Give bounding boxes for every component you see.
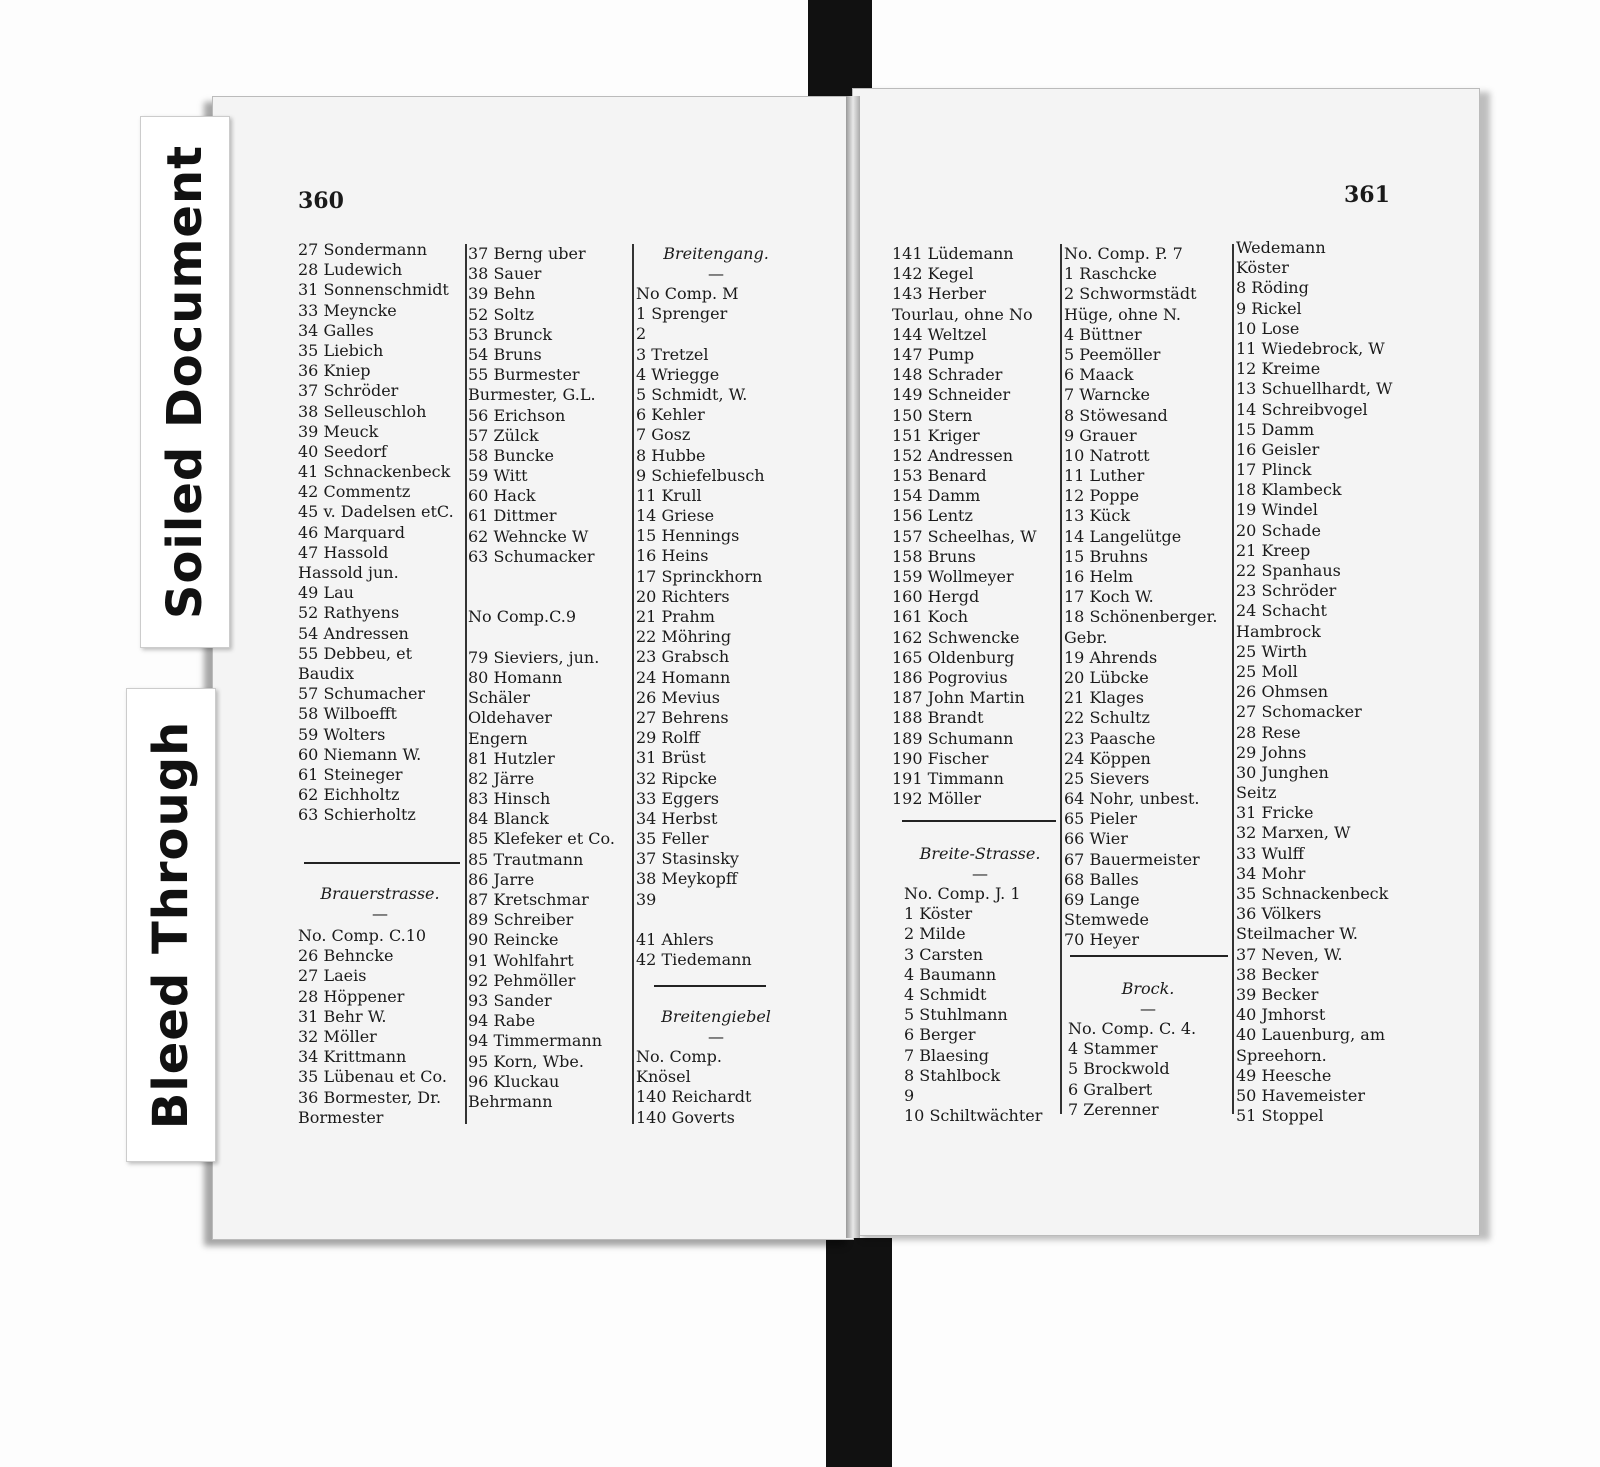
bleed-through-text: Bleed Through	[143, 720, 200, 1130]
entry-line: 16 Geisler	[1236, 439, 1320, 459]
entry-line: 24 Schacht	[1236, 601, 1327, 621]
entry-line: 2	[636, 324, 647, 344]
entry-line: 55 Debbeu, et	[298, 643, 413, 663]
entry-line: 40 Seedorf	[298, 441, 387, 461]
entry-line: 154 Damm	[892, 486, 981, 506]
left-col-3-breitengiebel	[636, 1047, 751, 1128]
entry-line: 140 Goverts	[636, 1107, 735, 1127]
entry-line: 49 Heesche	[1236, 1065, 1332, 1085]
entry-line: 61 Dittmer	[468, 506, 557, 526]
entry-line: 148 Schrader	[892, 365, 1003, 385]
entry-line: 31 Fricke	[1236, 803, 1314, 823]
entry-line: 159 Wollmeyer	[892, 567, 1014, 586]
entry-line: 142 Kegel	[892, 264, 974, 284]
entry-line: 56 Erichson	[468, 405, 566, 425]
entry-line: 8 Stöwesand	[1064, 405, 1168, 425]
column-rule	[1232, 244, 1234, 1114]
entry-line: 22 Spanhaus	[1236, 561, 1341, 580]
entry-line: 151 Kriger	[892, 425, 980, 445]
entry-line: Seitz	[1236, 783, 1277, 803]
right-col-2-brock	[1068, 1019, 1196, 1120]
entry-line: 51 Stoppel	[1236, 1106, 1324, 1126]
entry-line: 59 Wolters	[298, 724, 386, 744]
entry-line	[468, 628, 615, 648]
entry-line: 3 Carsten	[904, 944, 984, 964]
entry-line: 23 Grabsch	[636, 647, 730, 667]
entry-line: No. Comp.	[636, 1047, 722, 1066]
breitengang-heading: Breitengang.	[663, 244, 769, 263]
entry-line: 15 Bruhns	[1064, 546, 1148, 566]
entry-line: 29 Johns	[1236, 742, 1307, 762]
left-col-2	[468, 244, 615, 1112]
entry-line: 42 Tiedemann	[636, 950, 752, 970]
entry-line: 160 Hergd	[892, 587, 980, 607]
entry-line: 9	[904, 1085, 915, 1105]
left-col-1-brauerstrasse	[298, 926, 447, 1128]
entry-line: 90 Reincke	[468, 930, 559, 950]
entry-line: 147 Pump	[892, 344, 975, 364]
entry-line: 91 Wohlfahrt	[468, 950, 574, 970]
entry-line: 2 Schwormstädt	[1064, 284, 1197, 304]
entry-line: 86 Jarre	[468, 869, 535, 889]
entry-line	[468, 567, 615, 587]
entry-line: 144 Weltzel	[892, 324, 987, 344]
entry-line: 26 Behncke	[298, 946, 394, 966]
entry-line: 4 Büttner	[1064, 324, 1142, 344]
black-binding-strip-bottom	[826, 1238, 892, 1467]
entry-line: No Comp.C.9	[468, 607, 577, 627]
entry-line: 3 Tretzel	[636, 344, 709, 364]
entry-line: 28 Ludewich	[298, 260, 403, 280]
column-rule	[632, 244, 634, 1124]
entry-line: 34 Krittmann	[298, 1047, 407, 1067]
entry-line: 36 Bormester, Dr.	[298, 1087, 442, 1107]
entry-line: 35 Schnackenbeck	[1236, 884, 1389, 903]
entry-line: 39 Meuck	[298, 421, 379, 441]
entry-line: 38 Meykopff	[636, 869, 738, 889]
heading-dash: —	[972, 864, 988, 883]
column-rule	[1060, 244, 1062, 1114]
entry-line: 1 Raschcke	[1064, 264, 1157, 284]
entry-line: 25 Moll	[1236, 661, 1298, 681]
entry-line: 6 Berger	[904, 1025, 976, 1045]
entry-line: 7 Warncke	[1064, 385, 1150, 405]
entry-line: 165 Oldenburg	[892, 647, 1015, 667]
entry-line: 17 Sprinckhorn	[636, 566, 763, 586]
entry-line: 32 Möller	[298, 1026, 377, 1046]
entry-line: 54 Andressen	[298, 623, 409, 643]
entry-line: 24 Homann	[636, 667, 731, 687]
entry-line: 63 Schumacker	[468, 546, 595, 566]
entry-line: 23 Paasche	[1064, 728, 1156, 748]
entry-line: 52 Rathyens	[298, 603, 400, 623]
entry-line: 66 Wier	[1064, 829, 1128, 849]
entry-line: 50 Havemeister	[1236, 1085, 1365, 1105]
entry-line: 10 Natrott	[1064, 445, 1150, 465]
entry-line: 4 Wriegge	[636, 364, 720, 384]
entry-line: 59 Witt	[468, 466, 528, 486]
entry-line: 22 Schultz	[1064, 708, 1150, 728]
entry-line: 149 Schneider	[892, 385, 1011, 405]
entry-line: Tourlau, ohne No	[892, 304, 1033, 324]
entry-line: 152 Andressen	[892, 445, 1014, 465]
entry-line: 52 Soltz	[468, 304, 535, 324]
entry-line: 20 Richters	[636, 586, 730, 606]
entry-line: Gebr.	[1064, 627, 1108, 647]
entry-line: 1 Sprenger	[636, 304, 728, 324]
entry-line: 81 Hutzler	[468, 748, 555, 768]
entry-line: 189 Schumann	[892, 728, 1014, 748]
brauerstrasse-heading: Brauerstrasse.	[320, 884, 440, 903]
entry-line: 156 Lentz	[892, 506, 973, 526]
entry-line: 39	[636, 889, 657, 909]
entry-line: 187 John Martin	[892, 688, 1025, 708]
entry-line: 28 Höppener	[298, 986, 405, 1006]
entry-line: 45 v. Dadelsen etC.	[298, 502, 454, 522]
entry-line: 89 Schreiber	[468, 910, 574, 930]
entry-line: No. Comp. J. 1	[904, 884, 1021, 903]
entry-line: 11 Wiedebrock, W	[1236, 338, 1385, 358]
entry-line	[468, 587, 615, 607]
entry-line: 6 Maack	[1064, 365, 1134, 385]
entry-line: 7 Blaesing	[904, 1045, 990, 1065]
entry-line: 39 Becker	[1236, 984, 1319, 1004]
entry-line: 61 Steineger	[298, 764, 403, 784]
entry-line: Schäler	[468, 688, 530, 708]
entry-line: 2 Milde	[904, 924, 966, 944]
entry-line: 17 Plinck	[1236, 460, 1312, 480]
right-col-2	[1064, 244, 1217, 951]
left-page-number: 360	[298, 188, 344, 214]
entry-line: 33 Meyncke	[298, 300, 397, 320]
entry-line: 19 Windel	[1236, 500, 1318, 520]
entry-line: 186 Pogrovius	[892, 667, 1008, 687]
entry-line: 8 Röding	[1236, 278, 1309, 298]
entry-line: 93 Sander	[468, 990, 552, 1010]
entry-line: 13 Schuellhardt, W	[1236, 379, 1393, 399]
entry-line: 58 Buncke	[468, 445, 554, 465]
entry-line: 31 Sonnenschmidt	[298, 280, 449, 300]
entry-line: 157 Scheelhas, W	[892, 526, 1037, 546]
entry-line: 28 Rese	[1236, 722, 1301, 742]
entry-line: 33 Wulff	[1236, 843, 1305, 863]
entry-line: 32 Ripcke	[636, 768, 717, 788]
entry-line	[636, 910, 765, 930]
entry-line: 53 Brunck	[468, 324, 553, 344]
entry-line: 36 Kniep	[298, 361, 371, 381]
entry-line: 21 Kreep	[1236, 540, 1311, 560]
entry-line: Knösel	[636, 1067, 691, 1087]
entry-line: 19 Ahrends	[1064, 647, 1158, 667]
right-col-3	[1236, 238, 1392, 1126]
entry-line: 41 Ahlers	[636, 930, 714, 949]
entry-line: 94 Timmermann	[468, 1031, 603, 1051]
entry-line: 27 Laeis	[298, 966, 367, 986]
entry-line: 8 Hubbe	[636, 445, 706, 465]
entry-line: 153 Benard	[892, 466, 987, 486]
entry-line: 37 Schröder	[298, 381, 399, 401]
entry-line: 39 Behn	[468, 284, 536, 304]
heading-dash: —	[708, 1027, 724, 1046]
entry-line: Baudix	[298, 663, 354, 683]
entry-line: No. Comp. P. 7	[1064, 244, 1183, 263]
soiled-document-label	[140, 116, 230, 648]
soiled-document-text: Soiled Document	[157, 144, 213, 620]
right-col-1	[892, 244, 1037, 809]
entry-line: 6 Gralbert	[1068, 1079, 1153, 1099]
entry-line: 27 Behrens	[636, 707, 729, 727]
entry-line: 62 Wehncke W	[468, 526, 589, 546]
divider-rule	[1070, 955, 1228, 957]
entry-line: 8 Stahlbock	[904, 1065, 1001, 1085]
entry-line: 94 Rabe	[468, 1011, 536, 1031]
entry-line: 79 Sieviers, jun.	[468, 647, 600, 667]
entry-line: 1 Köster	[904, 904, 973, 924]
entry-line: 30 Junghen	[1236, 762, 1329, 782]
heading-dash: —	[708, 264, 724, 283]
entry-line: 37 Stasinsky	[636, 849, 739, 869]
entry-line: 11 Luther	[1064, 466, 1145, 486]
entry-line: 47 Hassold	[298, 542, 389, 562]
entry-line: 34 Herbst	[636, 808, 718, 828]
entry-line: 82 Järre	[468, 768, 535, 788]
entry-line: 64 Nohr, unbest.	[1064, 789, 1200, 809]
entry-line: 20 Schade	[1236, 520, 1321, 540]
entry-line: 38 Sauer	[468, 264, 542, 284]
column-rule	[465, 244, 467, 1124]
entry-line: 63 Schierholtz	[298, 805, 416, 825]
entry-line: 33 Eggers	[636, 788, 719, 808]
entry-line: 35 Liebich	[298, 340, 384, 360]
entry-line: 38 Selleuschloh	[298, 401, 427, 421]
entry-line: 25 Wirth	[1236, 641, 1308, 661]
entry-line: 6 Kehler	[636, 405, 705, 425]
entry-line: 69 Lange	[1064, 890, 1140, 909]
entry-line: 4 Stammer	[1068, 1039, 1158, 1059]
entry-line: 21 Prahm	[636, 607, 715, 626]
entry-line: 9 Rickel	[1236, 298, 1302, 318]
entry-line: 16 Heins	[636, 546, 709, 566]
entry-line: 15 Damm	[1236, 419, 1315, 439]
entry-line: 14 Schreibvogel	[1236, 399, 1368, 419]
entry-line: 5 Stuhlmann	[904, 1005, 1008, 1025]
entry-line: 5 Brockwold	[1068, 1059, 1170, 1079]
entry-line: 34 Mohr	[1236, 863, 1306, 883]
entry-line: 57 Schumacher	[298, 684, 426, 704]
entry-line: 38 Becker	[1236, 964, 1319, 984]
left-col-3	[636, 284, 765, 970]
entry-line: 23 Schröder	[1236, 581, 1337, 601]
entry-line: 85 Trautmann	[468, 849, 584, 869]
heading-dash: —	[1140, 999, 1156, 1018]
entry-line: 70 Heyer	[1064, 930, 1140, 950]
entry-line: 84 Blanck	[468, 809, 549, 829]
brock-heading: Brock.	[1121, 979, 1175, 998]
entry-line: Wedemann	[1236, 238, 1326, 257]
entry-line: Engern	[468, 728, 528, 748]
entry-line: 17 Koch W.	[1064, 587, 1154, 607]
entry-line: 143 Herber	[892, 284, 987, 304]
entry-line: Hambrock	[1236, 621, 1321, 641]
entry-line: No Comp. M	[636, 284, 739, 303]
entry-line: 191 Timmann	[892, 768, 1004, 788]
entry-line: 46 Marquard	[298, 522, 405, 542]
entry-line: 22 Möhring	[636, 627, 732, 647]
entry-line: 36 Völkers	[1236, 904, 1322, 924]
entry-line: 25 Sievers	[1064, 768, 1150, 788]
entry-line: 41 Schnackenbeck	[298, 462, 451, 482]
entry-line: 9 Grauer	[1064, 425, 1137, 445]
entry-line: 20 Lübcke	[1064, 667, 1149, 687]
entry-line: 162 Schwencke	[892, 627, 1020, 647]
entry-line: Spreehorn.	[1236, 1045, 1327, 1065]
entry-line: 85 Klefeker et Co.	[468, 829, 615, 849]
entry-line: 40 Lauenburg, am	[1236, 1025, 1386, 1045]
entry-line: 24 Köppen	[1064, 748, 1151, 768]
entry-line: 42 Commentz	[298, 482, 411, 502]
entry-line: 60 Hack	[468, 486, 536, 506]
entry-line: 37 Berng uber	[468, 244, 586, 263]
entry-line: 67 Bauermeister	[1064, 849, 1200, 869]
entry-line: 18 Klambeck	[1236, 480, 1342, 500]
entry-line: Oldehaver	[468, 708, 552, 728]
entry-line: 7 Gosz	[636, 425, 691, 445]
entry-line: 4 Schmidt	[904, 984, 987, 1004]
entry-line: 13 Kück	[1064, 506, 1131, 526]
right-page-number: 361	[1344, 182, 1390, 208]
entry-line: 80 Homann	[468, 667, 563, 687]
entry-line: 4 Baumann	[904, 964, 997, 984]
entry-line: 65 Pieler	[1064, 809, 1138, 829]
entry-line: 27 Sondermann	[298, 240, 428, 259]
entry-line: 12 Kreime	[1236, 359, 1321, 379]
entry-line: 5 Peemöller	[1064, 344, 1161, 364]
entry-line: 141 Lüdemann	[892, 244, 1014, 263]
entry-line: 11 Krull	[636, 485, 702, 505]
book-gutter	[846, 96, 860, 1238]
entry-line: 21 Klages	[1064, 688, 1144, 708]
entry-line: No. Comp. C.10	[298, 926, 427, 945]
entry-line: 62 Eichholtz	[298, 785, 400, 805]
entry-line: 95 Korn, Wbe.	[468, 1051, 584, 1071]
entry-line: 49 Lau	[298, 583, 354, 603]
entry-line: 10 Schiltwächter	[904, 1106, 1043, 1126]
entry-line: 26 Mevius	[636, 687, 720, 707]
entry-line: 161 Koch	[892, 607, 969, 627]
entry-line: Behrmann	[468, 1091, 553, 1111]
entry-line: 14 Langelütge	[1064, 526, 1182, 546]
entry-line: 55 Burmester	[468, 365, 580, 385]
entry-line: 34 Galles	[298, 320, 374, 340]
entry-line: 57 Zülck	[468, 425, 539, 445]
entry-line: 12 Poppe	[1064, 486, 1140, 506]
entry-line: 87 Kretschmar	[468, 890, 589, 909]
entry-line: 31 Behr W.	[298, 1006, 387, 1026]
entry-line: 35 Lübenau et Co.	[298, 1067, 447, 1087]
entry-line: 58 Wilboefft	[298, 704, 397, 724]
entry-line: Bormester	[298, 1107, 384, 1127]
entry-line: 35 Feller	[636, 829, 709, 849]
entry-line: No. Comp. C. 4.	[1068, 1019, 1197, 1038]
divider-rule	[902, 820, 1056, 822]
entry-line: 140 Reichardt	[636, 1087, 752, 1107]
entry-line: 32 Marxen, W	[1236, 823, 1351, 843]
entry-line: 16 Helm	[1064, 567, 1134, 586]
entry-line: 15 Hennings	[636, 526, 740, 546]
entry-line: 54 Bruns	[468, 344, 542, 364]
entry-line: 14 Griese	[636, 506, 715, 526]
entry-line: Hüge, ohne N.	[1064, 304, 1181, 324]
divider-rule	[654, 985, 766, 987]
entry-line: 29 Rolff	[636, 728, 700, 748]
entry-line: 68 Balles	[1064, 869, 1139, 889]
entry-line: 92 Pehmöller	[468, 970, 576, 990]
entry-line: Stemwede	[1064, 910, 1149, 930]
entry-line: 158 Bruns	[892, 546, 976, 566]
entry-line: 5 Schmidt, W.	[636, 384, 748, 404]
entry-line: Burmester, G.L.	[468, 385, 596, 405]
entry-line: 7 Zerenner	[1068, 1099, 1159, 1119]
entry-line: 37 Neven, W.	[1236, 944, 1343, 964]
entry-line: Steilmacher W.	[1236, 924, 1359, 944]
right-col-1-breite-strasse	[904, 884, 1042, 1126]
entry-line: 26 Ohmsen	[1236, 682, 1329, 702]
entry-line: Köster	[1236, 258, 1289, 278]
entry-line: 27 Schomacker	[1236, 702, 1362, 722]
heading-dash: —	[372, 904, 388, 923]
entry-line: 192 Möller	[892, 789, 981, 809]
entry-line: 96 Kluckau	[468, 1071, 560, 1091]
entry-line: 83 Hinsch	[468, 789, 551, 809]
entry-line: 40 Jmhorst	[1236, 1005, 1326, 1025]
left-col-1	[298, 240, 454, 825]
entry-line: 9 Schiefelbusch	[636, 465, 765, 485]
breitengiebel-heading: Breitengiebel	[661, 1007, 771, 1026]
entry-line: 10 Lose	[1236, 318, 1300, 338]
entry-line: 31 Brüst	[636, 748, 706, 768]
breite-strasse-heading: Breite-Strasse.	[919, 844, 1041, 863]
entry-line: 18 Schönenberger.	[1064, 607, 1218, 627]
bleed-through-label	[126, 688, 216, 1162]
divider-rule	[304, 862, 460, 864]
entry-line: 190 Fischer	[892, 748, 989, 768]
entry-line: 188 Brandt	[892, 708, 984, 728]
entry-line: 150 Stern	[892, 405, 973, 425]
entry-line: Hassold jun.	[298, 563, 399, 582]
entry-line: 60 Niemann W.	[298, 744, 422, 764]
